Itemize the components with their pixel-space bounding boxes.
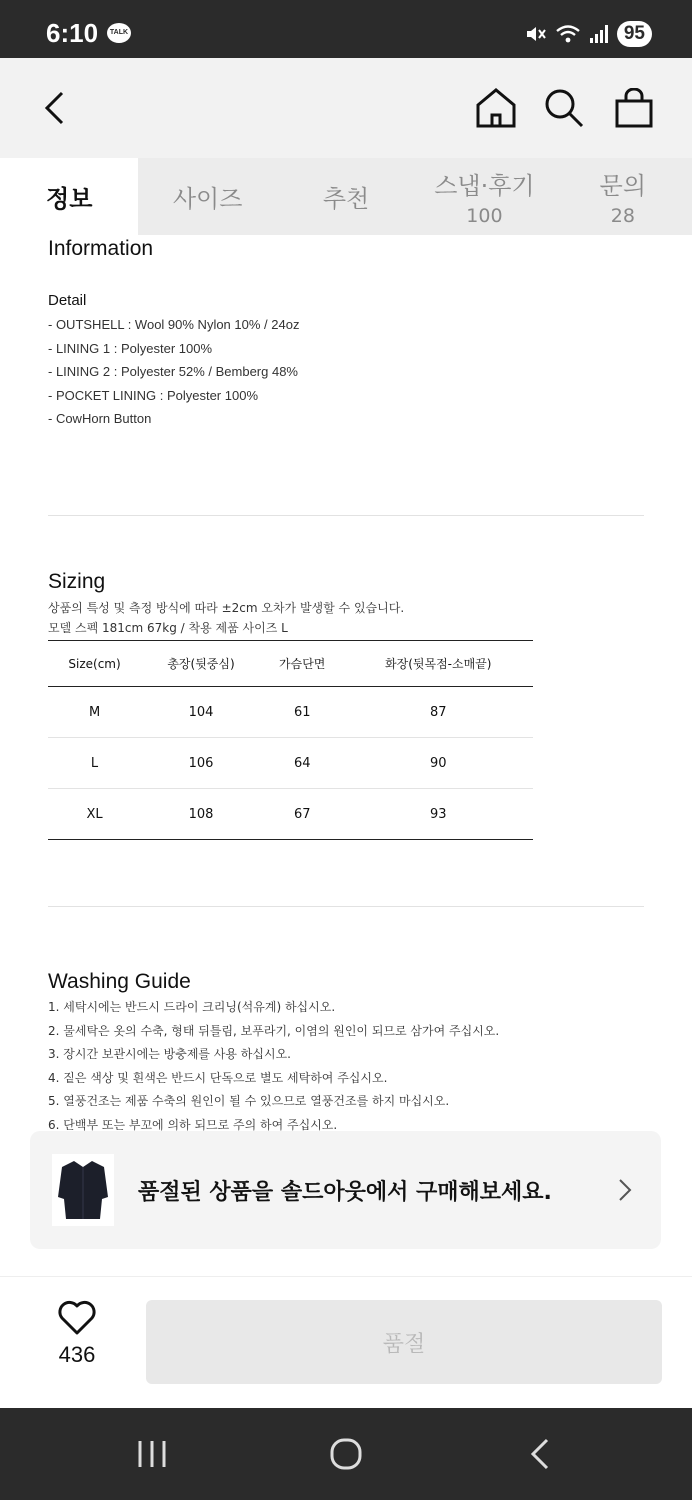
tab-count: 28 (610, 205, 635, 227)
table-cell: 108 (141, 789, 261, 840)
tab-recommend[interactable] (277, 158, 415, 235)
home-button[interactable] (474, 86, 518, 130)
size-table (48, 640, 533, 840)
table-cell: 64 (261, 738, 344, 789)
length-col-header: 총장(뒷중심) (141, 641, 261, 687)
tab-label: 추천 (322, 185, 370, 213)
washing-line: 3. 장시간 보관시에는 방충제를 사용 하십시오. (48, 1047, 291, 1061)
sleeve-col-header: 화장(뒷목점-소매끝) (343, 641, 533, 687)
section-divider (48, 906, 644, 907)
recents-button[interactable] (130, 1434, 174, 1474)
signal-icon (589, 24, 609, 44)
sizing-title: Sizing (48, 570, 106, 593)
battery-level: 95 (617, 21, 652, 47)
product-thumbnail (52, 1154, 114, 1226)
tab-inquiry[interactable] (554, 158, 692, 235)
information-section (48, 237, 644, 431)
back-button[interactable] (32, 86, 76, 130)
table-cell: 104 (141, 687, 261, 738)
wifi-icon (555, 23, 581, 45)
chest-col-header: 가슴단면 (261, 641, 344, 687)
heart-icon (57, 1300, 97, 1336)
system-nav-bar (0, 1408, 692, 1500)
table-cell: 87 (343, 687, 533, 738)
detail-line: - OUTSHELL : Wool 90% Nylon 10% / 24oz (48, 317, 300, 332)
banner-text: 품절된 상품을 솔드아웃에서 구매해보세요. (138, 1180, 552, 1205)
recents-icon (136, 1439, 168, 1469)
information-title: Information (48, 237, 154, 260)
cart-button[interactable] (612, 86, 656, 130)
status-bar (0, 0, 692, 58)
back-chevron-icon (529, 1438, 551, 1470)
table-row (48, 738, 533, 789)
search-icon (544, 88, 584, 128)
table-row (48, 789, 533, 840)
top-header (0, 58, 692, 158)
detail-label: Detail (48, 292, 87, 309)
table-cell: 106 (141, 738, 261, 789)
status-icons (525, 20, 652, 48)
status-time: 6:10 (46, 18, 99, 48)
back-nav-button[interactable] (518, 1434, 562, 1474)
search-button[interactable] (542, 86, 586, 130)
table-cell: 61 (261, 687, 344, 738)
table-row (48, 687, 533, 738)
table-cell: 90 (343, 738, 533, 789)
chevron-left-icon (42, 90, 66, 126)
washing-title: Washing Guide (48, 970, 191, 993)
section-divider (48, 515, 644, 516)
home-circle-icon (329, 1437, 363, 1471)
shopping-bag-icon (615, 88, 653, 128)
home-icon (475, 87, 517, 129)
detail-line: - LINING 2 : Polyester 52% / Bemberg 48% (48, 364, 298, 379)
soldout-button[interactable]: 품절 (146, 1300, 662, 1384)
mute-icon (525, 23, 547, 45)
detail-line: - CowHorn Button (48, 411, 152, 426)
washing-list (48, 996, 644, 1132)
table-cell: 93 (343, 789, 533, 840)
size-col-header: Size(cm) (48, 641, 141, 687)
talk-notification-icon: TALK (107, 23, 131, 43)
washing-line: 5. 열풍건조는 제품 수축의 원인이 될 수 있으므로 열풍건조를 하지 마십시오. (48, 1094, 450, 1108)
table-cell: 67 (261, 789, 344, 840)
sizing-section (48, 570, 644, 840)
washing-line: 6. 단백부 또는 부꼬에 의하 되므로 주의 하여 주십시오. (48, 1117, 338, 1132)
home-nav-button[interactable] (324, 1434, 368, 1474)
tab-info[interactable] (0, 158, 138, 235)
bottom-divider (0, 1276, 692, 1277)
tab-label: 정보 (46, 185, 93, 213)
table-cell: L (48, 738, 141, 789)
tab-label: 사이즈 (172, 185, 243, 213)
tab-label: 문의 (599, 172, 647, 200)
washing-line: 1. 세탁시에는 반드시 드라이 크리닝(석유계) 하십시오. (48, 1000, 336, 1014)
product-tabs (0, 158, 692, 235)
detail-line: - LINING 1 : Polyester 100% (48, 340, 213, 356)
chevron-right-icon (617, 1177, 633, 1203)
sizing-notes (48, 598, 644, 638)
like-button[interactable] (48, 1300, 106, 1368)
soldout-banner[interactable] (30, 1131, 661, 1249)
like-count: 436 (58, 1342, 96, 1367)
tab-count: 100 (466, 205, 503, 227)
table-cell: XL (48, 789, 141, 840)
table-cell: M (48, 687, 141, 738)
tab-label: 스냅·후기 (434, 172, 535, 200)
detail-list (48, 313, 644, 431)
sizing-note: 모델 스펙 181cm 67kg / 착용 제품 사이즈 L (48, 621, 288, 635)
size-table-header (48, 641, 533, 687)
coat-image-icon (56, 1157, 110, 1223)
washing-section (48, 970, 644, 1132)
tab-size[interactable] (138, 158, 276, 235)
sizing-note: 상품의 특성 및 측정 방식에 따라 ±2cm 오차가 발생할 수 있습니다. (48, 601, 405, 615)
detail-line: - POCKET LINING : Polyester 100% (48, 387, 258, 403)
washing-line: 4. 짙은 색상 및 흰색은 반드시 단독으로 별도 세탁하여 주십시오. (48, 1070, 388, 1085)
tab-snap-review[interactable] (415, 158, 553, 235)
washing-line: 2. 물세탁은 옷의 수축, 형태 뒤틀림, 보푸라기, 이염의 원인이 되므로 삼가여 주십시오. (48, 1023, 500, 1038)
